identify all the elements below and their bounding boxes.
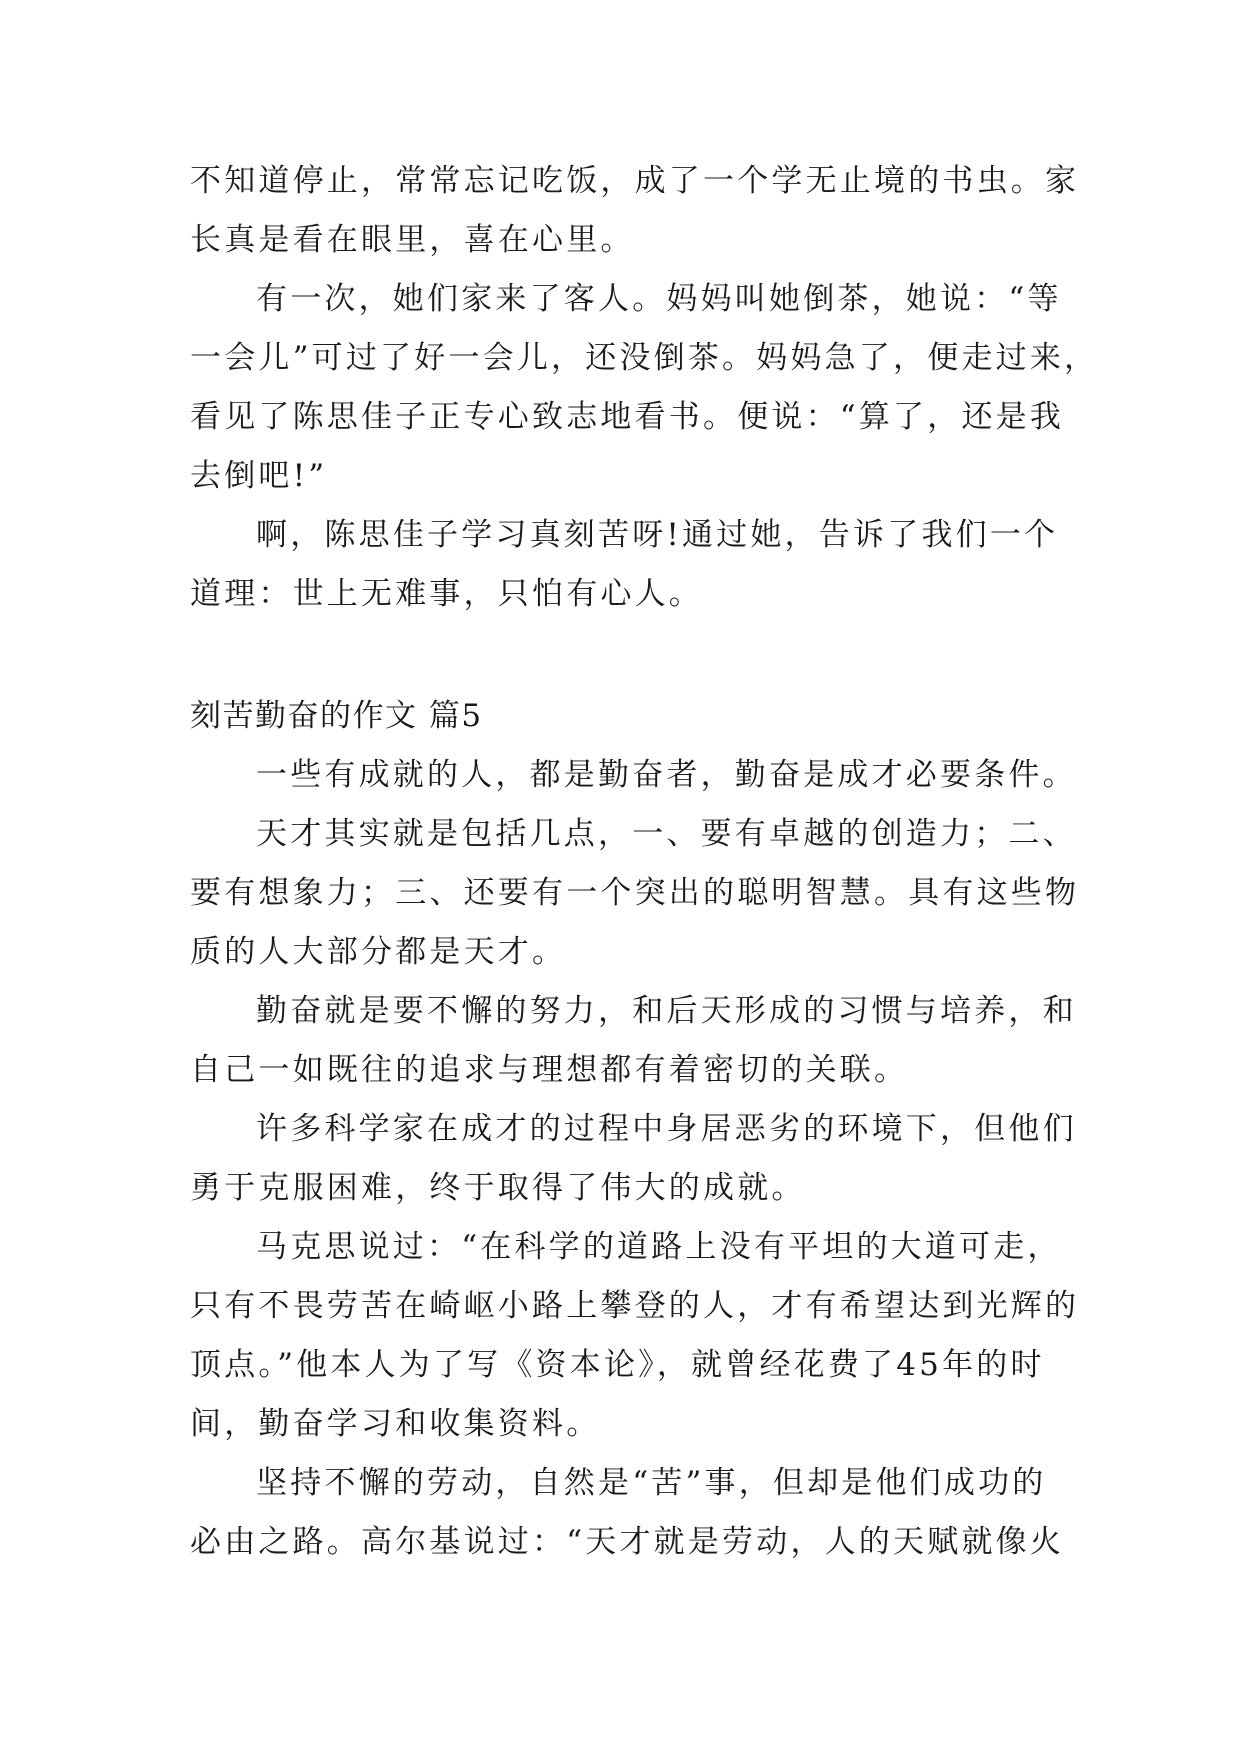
text-line: 马克思说过：“在科学的道路上没有平坦的大道可走，	[256, 1229, 1062, 1265]
section-gap	[190, 624, 1060, 687]
text-line: 看见了陈思佳子正专心致志地看书。便说：“算了，还是我	[190, 399, 1065, 435]
text-line: 顶点。”他本人为了写《资本论》，就曾经花费了45年的时	[190, 1347, 1045, 1383]
text-line: 有一次，她们家来了客人。妈妈叫她倒茶，她说：“等	[256, 281, 1062, 317]
paragraph	[190, 982, 1077, 1100]
text-line: 要有想象力；三、还要有一个突出的聪明智慧。具有这些物	[190, 875, 1080, 911]
paragraph	[190, 506, 1060, 624]
text-line: 一会儿”可过了好一会儿，还没倒茶。妈妈急了，便走过来，	[190, 340, 1099, 376]
text-line: 自己一如既往的追求与理想都有着密切的关联。	[190, 1052, 909, 1088]
text-line: 勤奋就是要不懈的努力，和后天形成的习惯与培养，和	[256, 993, 1077, 1029]
paragraph	[190, 1100, 1077, 1218]
text-line: 道理：世上无难事，只怕有心人。	[190, 576, 703, 612]
paragraph	[190, 746, 1077, 805]
text-line: 坚持不懈的劳动，自然是“苦”事，但却是他们成功的	[256, 1465, 1047, 1501]
text-line: 间，勤奋学习和收集资料。	[190, 1406, 601, 1442]
paragraph	[190, 152, 1080, 270]
paragraph	[190, 270, 1099, 506]
text-line: 质的人大部分都是天才。	[190, 934, 567, 970]
text-line: 去倒吧!”	[190, 458, 328, 494]
paragraph	[190, 1218, 1080, 1454]
text-line: 勇于克服困难，终于取得了伟大的成就。	[190, 1170, 806, 1206]
text-line: 只有不畏劳苦在崎岖小路上攀登的人，才有希望达到光辉的	[190, 1288, 1080, 1324]
document-page	[190, 152, 1099, 1572]
text-line: 许多科学家在成才的过程中身居恶劣的环境下，但他们	[256, 1111, 1077, 1147]
text-line: 天才其实就是包括几点，一、要有卓越的创造力；二、	[256, 816, 1077, 852]
text-line: 一些有成就的人，都是勤奋者，勤奋是成才必要条件。	[256, 757, 1077, 793]
paragraph	[190, 1454, 1065, 1572]
text-line: 长真是看在眼里，喜在心里。	[190, 222, 635, 258]
paragraph	[190, 805, 1080, 982]
section-heading: 刻苦勤奋的作文 篇5	[190, 698, 483, 734]
text-line: 不知道停止，常常忘记吃饭，成了一个学无止境的书虫。家	[190, 163, 1080, 199]
text-line: 必由之路。高尔基说过：“天才就是劳动，人的天赋就像火	[190, 1524, 1065, 1560]
text-line: 啊，陈思佳子学习真刻苦呀!通过她，告诉了我们一个	[256, 517, 1059, 553]
